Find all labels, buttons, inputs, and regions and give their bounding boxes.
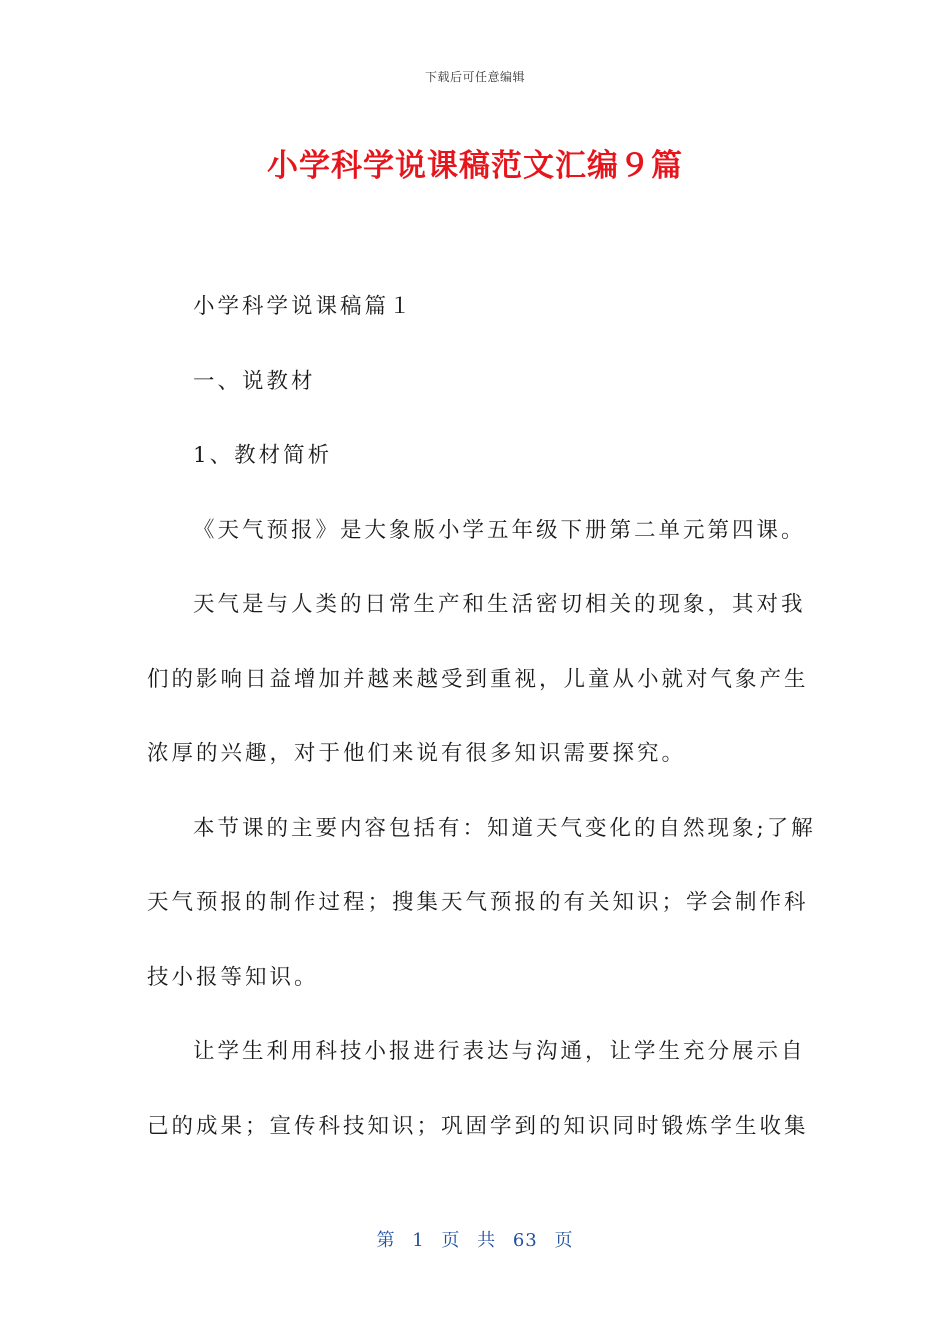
body-line: 浓厚的兴趣，对于他们来说有很多知识需要探究。 (147, 741, 687, 766)
body-line: 技小报等知识。 (147, 964, 319, 990)
document-title: 小学科学说课稿范文汇编９篇 (267, 148, 683, 184)
body-line: 天气是与人类的日常生产和生活密切相关的现象，其对我 (193, 592, 806, 617)
body-line: 己的成果；宣传科技知识；巩固学到的知识同时锻炼学生收集 (147, 1113, 809, 1139)
body-line: 们的影响日益增加并越来越受到重视，儿童从小就对气象产生 (147, 666, 809, 692)
page-number: 第 1 页 共 63 页 (376, 1230, 574, 1251)
download-note: 下载后可任意编辑 (424, 70, 525, 84)
body-line: 天气预报的制作过程；搜集天气预报的有关知识；学会制作科 (147, 890, 809, 915)
body-line: 《天气预报》是大象版小学五年级下册第二单元第四课。 (193, 517, 806, 543)
document-body (147, 270, 816, 1164)
body-line: 一、说教材 (193, 368, 316, 394)
body-line: 1、教材简析 (193, 443, 333, 468)
body-line: 让学生利用科技小报进行表达与沟通，让学生充分展示自 (193, 1039, 806, 1064)
body-line: 小学科学说课稿篇１ (193, 294, 414, 319)
body-line: 本节课的主要内容包括有：知道天气变化的自然现象;了解 (193, 815, 816, 841)
